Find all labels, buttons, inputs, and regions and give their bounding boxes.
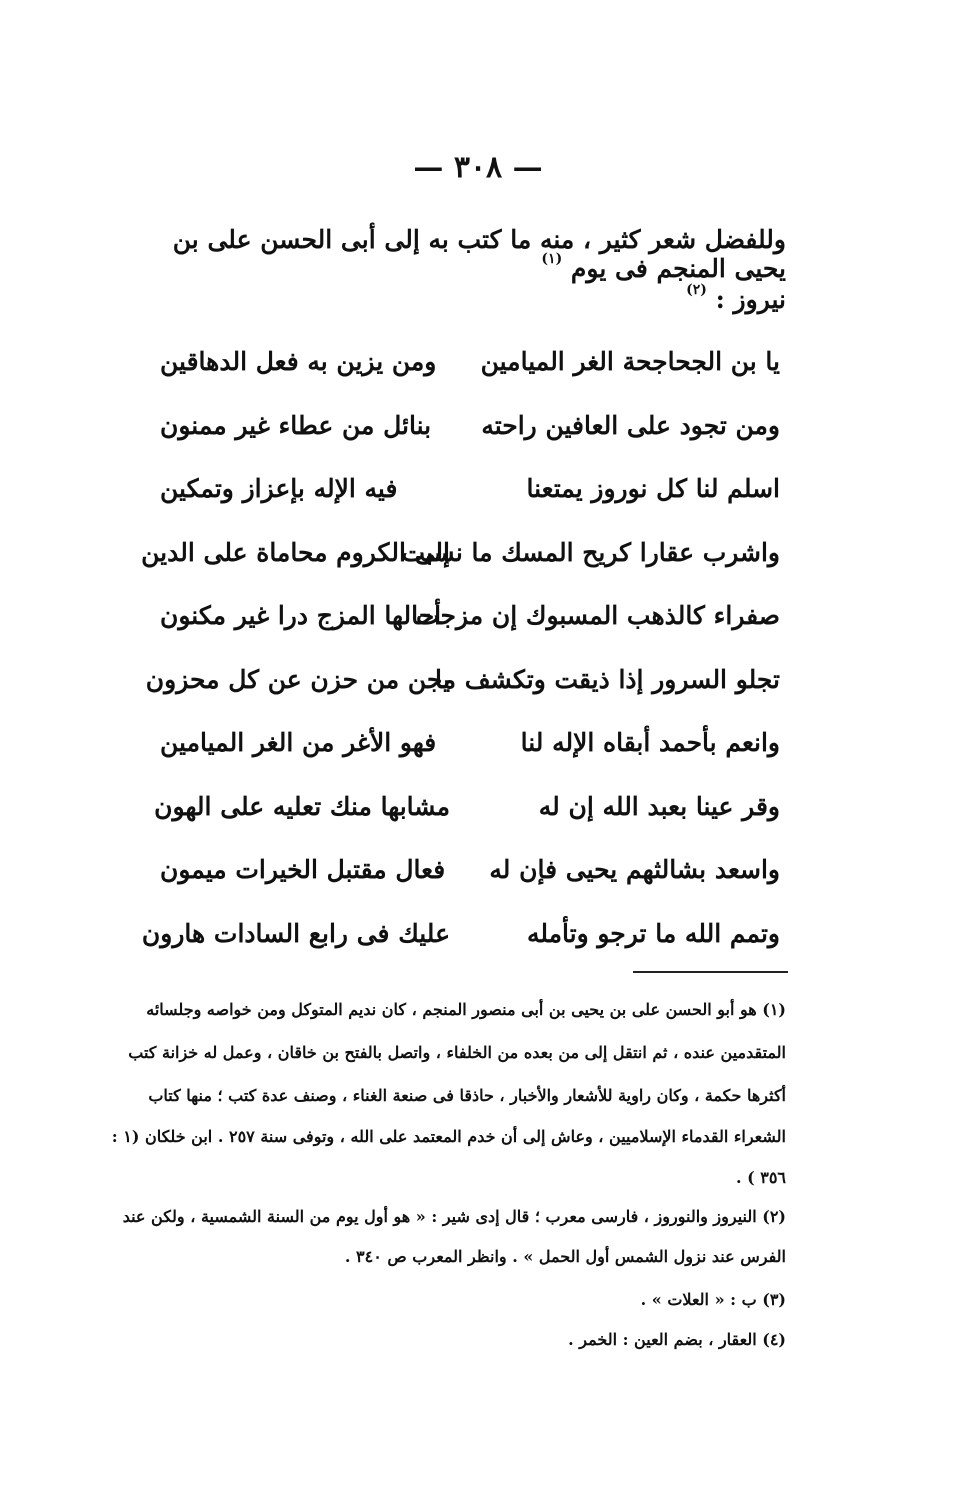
poem-verse (160, 838, 780, 902)
verse-second-hemistich: إلى الكروم محاماة على الدين (141, 537, 450, 567)
verse-first-hemistich: وتمم الله ما ترجو وتأمله (526, 918, 780, 948)
intro-line-1 (140, 225, 786, 283)
verse-second-hemistich: ومن يزين به فعل الدهاقين (160, 347, 437, 377)
poem-verse (160, 584, 780, 648)
verse-first-hemistich: وانعم بأحمد أبقاه الإله لنا (520, 728, 780, 758)
verse-first-hemistich: واسعد بشالثهم يحيى فإن له (489, 855, 780, 885)
footnote-line: ٣٥٦ ) . (735, 1168, 786, 1187)
verse-first-hemistich: واشرب عقارا كريح المسك ما نسبت (401, 537, 780, 567)
intro-text-2: نيروز : (715, 285, 786, 314)
verse-second-hemistich: فعال مقتبل الخيرات ميمون (160, 855, 446, 885)
verse-first-hemistich: ومن تجود على العافين راحته (481, 410, 780, 440)
verse-second-hemistich: فيه الإله بإعزاز وتمكين (160, 474, 398, 504)
poem-verse (160, 394, 780, 458)
verse-first-hemistich: اسلم لنا كل نوروز يمتعنا (526, 474, 780, 504)
verse-second-hemistich: يجن من حزن عن كل محزون (145, 664, 450, 694)
poem-verse (160, 457, 780, 521)
footnote-line: الشعراء القدماء الإسلاميين ، وعاش إلى أن خدم المعتمد على الله ، وتوفى سنة ٢٥٧ . ابن خلكان (١ : (111, 1127, 786, 1146)
footnote-marker-1: (١) (541, 251, 563, 267)
poem-verse (141, 902, 780, 966)
verse-first-hemistich: تجلو السرور إذا ذيقت وتكشف ما (435, 664, 780, 694)
poem-verse (145, 648, 780, 712)
footnote-line: الفرس عند نزول الشمس أول الحمل » . وانظر المعرب ص ٣٤٠ . (344, 1247, 786, 1266)
verse-first-hemistich: وقر عينا بعبد الله إن له (538, 791, 780, 821)
footnote-line: (٣) ب : « العلات » . (640, 1290, 786, 1309)
verse-second-hemistich: مشابها منك تعليه على الهون (154, 791, 450, 821)
poem-verse (160, 711, 780, 775)
poem-verse (141, 521, 780, 585)
verse-second-hemistich: عليك فى رابع السادات هارون (141, 918, 450, 948)
verse-first-hemistich: يا بن الجحاجحة الغر الميامين (480, 347, 780, 377)
verse-first-hemistich: صفراء كالذهب المسبوك إن مزجت (415, 601, 780, 631)
footnote-line: أكثرها حكمة ، وكان راوية للأشعار والأخبار ، حاذقا فى صنعة الغناء ، وصنف عدة كتب ؛ منها كتاب (148, 1086, 786, 1105)
poem (141, 330, 780, 965)
footnote-line: (١) هو أبو الحسن على بن يحيى بن أبى منصور المنجم ، كان نديم المتوكل ومن خواصه وجلسائه (146, 1000, 786, 1019)
footnote-marker-2: (٢) (686, 282, 707, 298)
footnote-line: (٢) النيروز والنوروز ، فارسى معرب ؛ قال إدى شير : « هو أول يوم من السنة الشمسية ، ولكن عند (122, 1207, 786, 1226)
footnote-line: (٤) العقار ، بضم العين : الخمر . (568, 1330, 786, 1349)
footnote-divider (633, 971, 788, 973)
poem-verse (154, 775, 780, 839)
verse-second-hemistich: فهو الأغر من الغر الميامين (160, 728, 437, 758)
page-number: — ٣٠٨ — (413, 150, 543, 185)
poem-verse (160, 330, 780, 394)
footnote-line: المتقدمين عنده ، ثم انتقل إلى من بعده من الخلفاء ، واتصل بالفتح بن خاقان ، وعمل له خزانة كتب (128, 1043, 786, 1062)
intro-line-2 (140, 282, 786, 314)
verse-second-hemistich: أحالها المزج درا غير مكنون (160, 601, 442, 631)
intro-text-1: وللفضل شعر كثير ، منه ما كتب به إلى أبى الحسن على بن يحيى المنجم فى يوم (172, 225, 786, 283)
verse-second-hemistich: بنائل من عطاء غير ممنون (160, 410, 432, 440)
